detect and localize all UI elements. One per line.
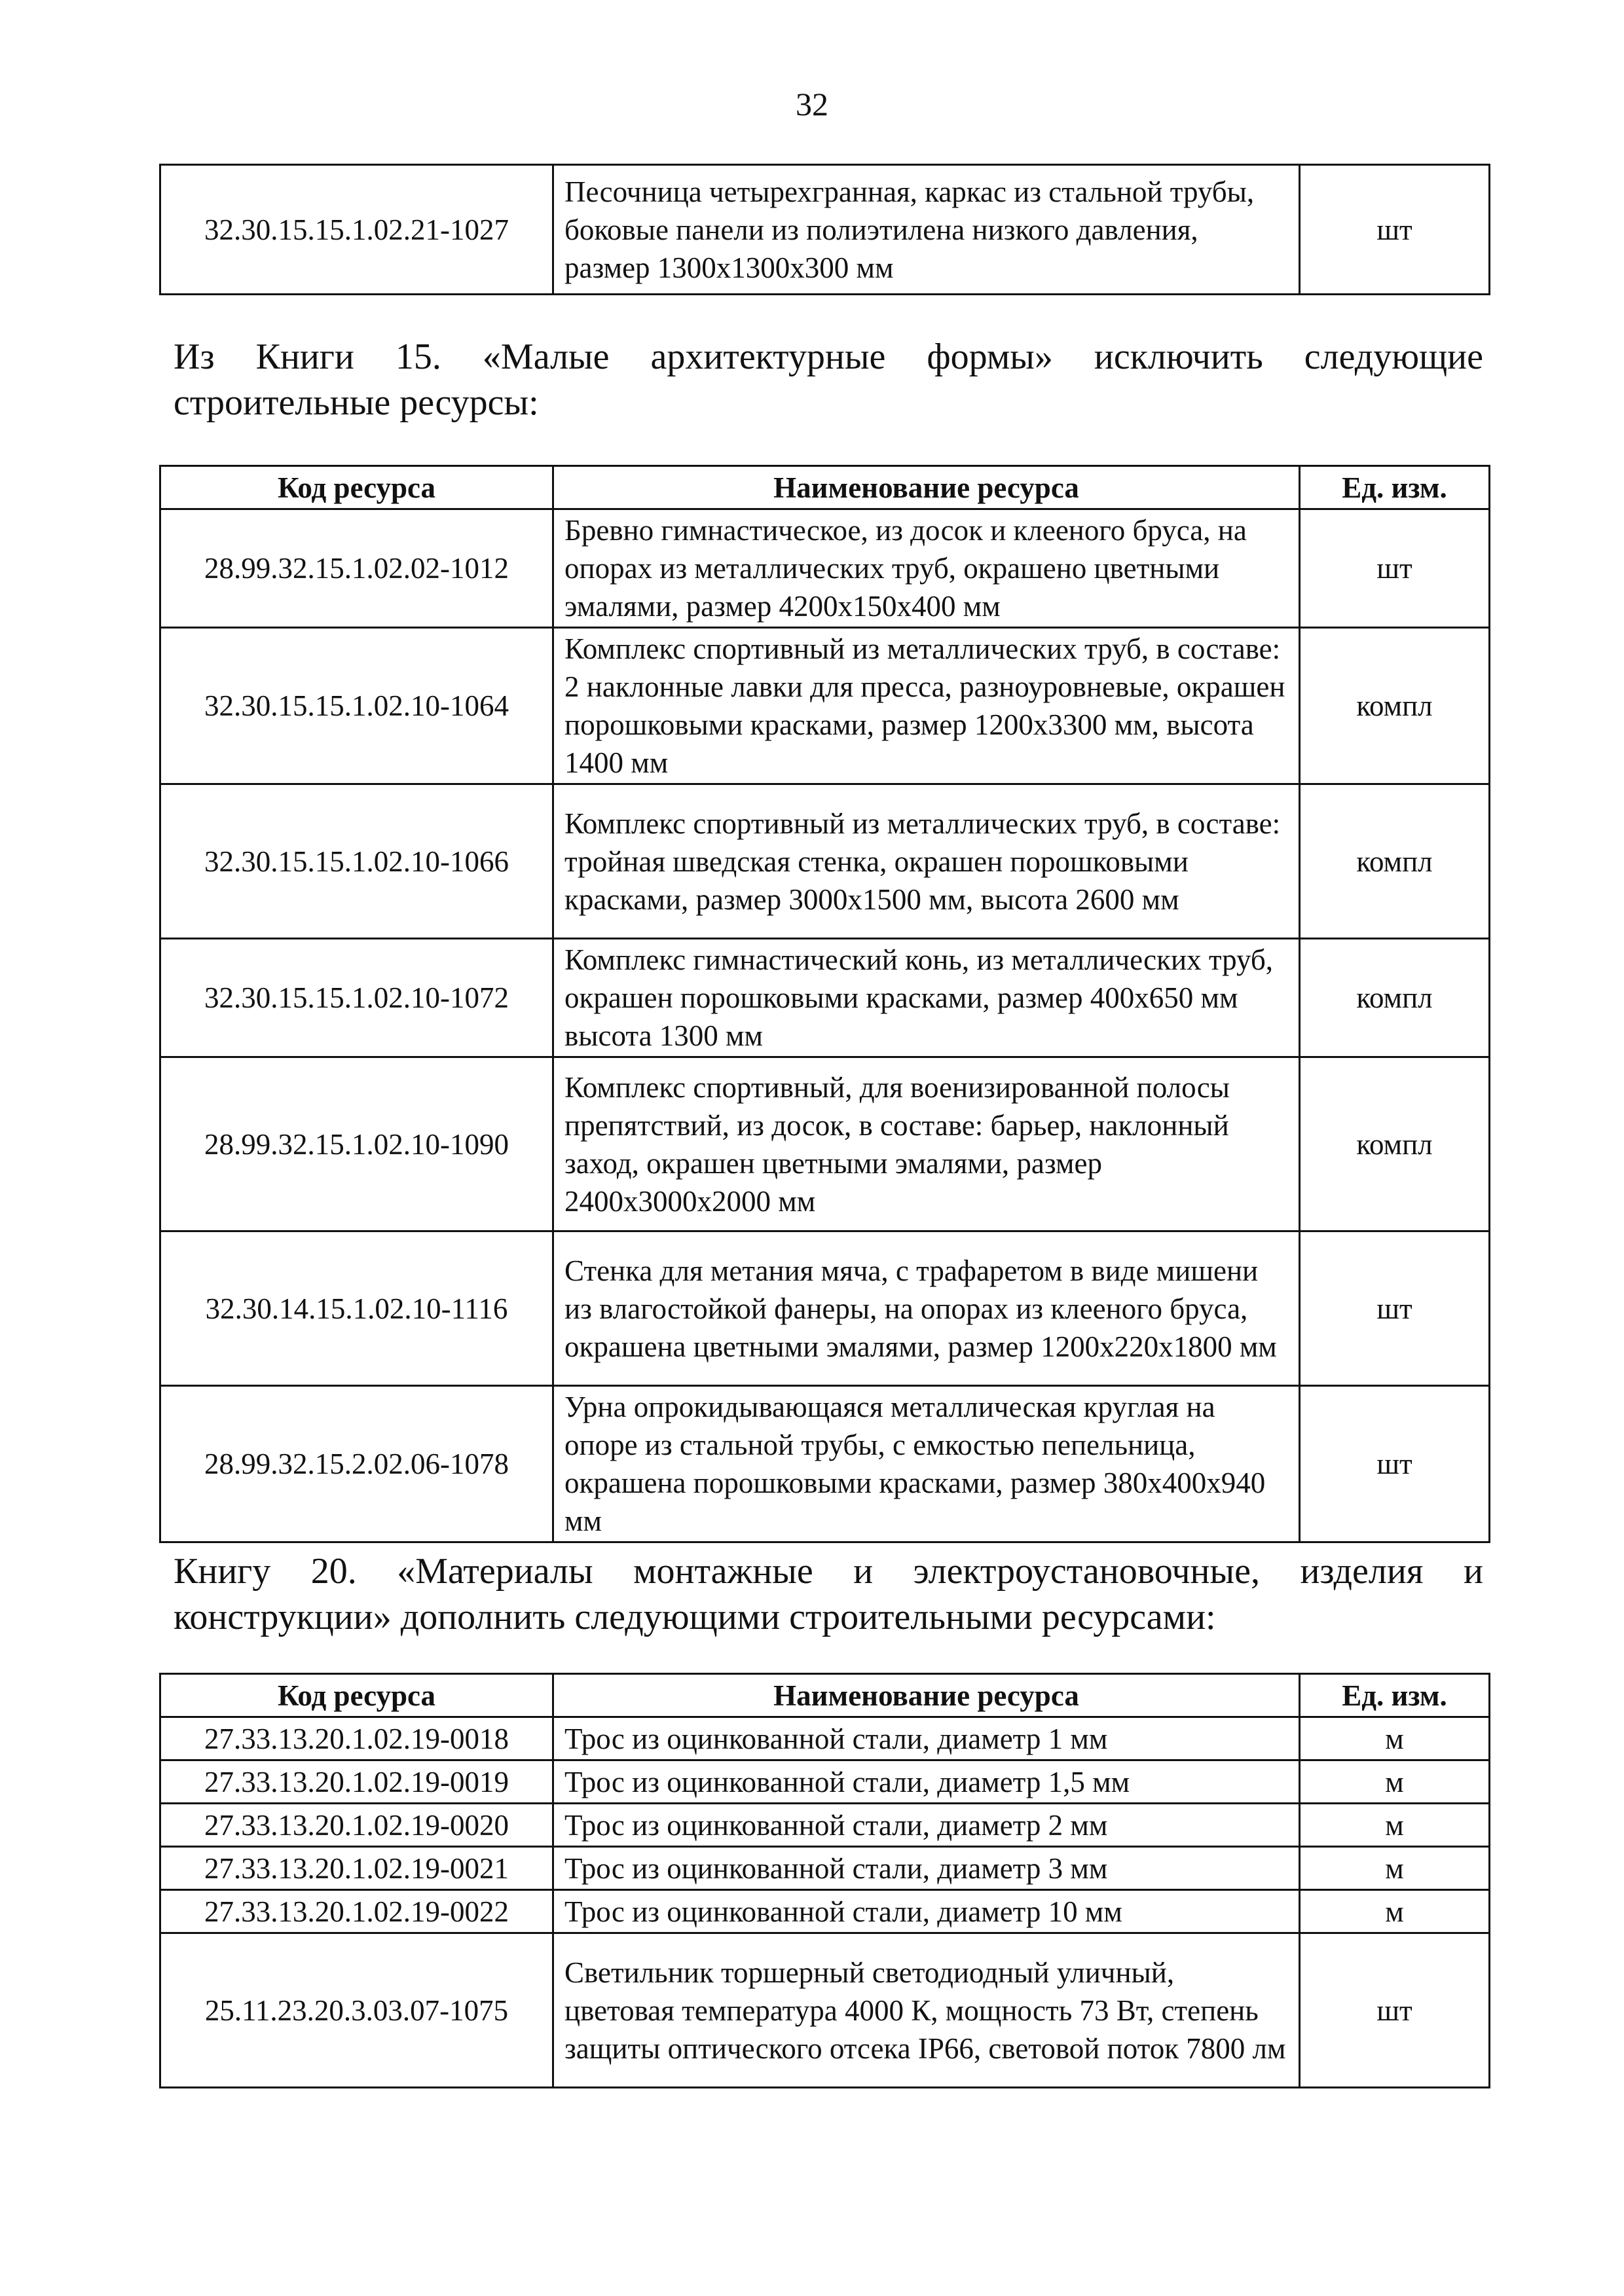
resource-code: 27.33.13.20.1.02.19-0022	[160, 1890, 553, 1933]
resource-name: Комплекс спортивный из металлических труб, в составе: 2 наклонные лавки для пресса, разноуровневые, окрашен порошковыми красками, размер 1200х3300 мм, высота 1400 мм	[553, 628, 1300, 784]
resource-unit: м	[1300, 1717, 1490, 1760]
resource-unit: м	[1300, 1890, 1490, 1933]
header-unit: Ед. изм.	[1300, 466, 1490, 509]
table-row	[160, 784, 1490, 939]
resource-unit: компл	[1300, 628, 1490, 784]
resource-code: 32.30.14.15.1.02.10-1116	[160, 1231, 553, 1386]
table-row	[160, 1057, 1490, 1231]
resource-code: 32.30.15.15.1.02.10-1072	[160, 939, 553, 1057]
resource-name: Комплекс спортивный, для военизированной полосы препятствий, из досок, в составе: барьер, наклонный заход, окрашен цветными эмалями, размер 2400х3000х2000 мм	[553, 1057, 1300, 1231]
table-row	[160, 1717, 1490, 1760]
table-row	[160, 1890, 1490, 1933]
resource-name: Бревно гимнастическое, из досок и клееного бруса, на опорах из металлических труб, окрашено цветными эмалями, размер 4200х150х400 мм	[553, 509, 1300, 628]
resource-code: 28.99.32.15.2.02.06-1078	[160, 1386, 553, 1542]
resource-name: Стенка для метания мяча, с трафаретом в виде мишени из влагостойкой фанеры, на опорах из клееного бруса, окрашена цветными эмалями, размер 1200х220х1800 мм	[553, 1231, 1300, 1386]
resource-unit: м	[1300, 1804, 1490, 1847]
resource-name: Трос из оцинкованной стали, диаметр 1 мм	[553, 1717, 1300, 1760]
table-header-row	[160, 1674, 1490, 1717]
resource-unit: шт	[1300, 1231, 1490, 1386]
resource-name: Комплекс гимнастический конь, из металлических труб, окрашен порошковыми красками, размер 400х650 мм высота 1300 мм	[553, 939, 1300, 1057]
resource-name: Трос из оцинкованной стали, диаметр 1,5 мм	[553, 1760, 1300, 1804]
resource-unit: м	[1300, 1847, 1490, 1890]
resource-name: Трос из оцинкованной стали, диаметр 2 мм	[553, 1804, 1300, 1847]
resource-table-continued	[159, 164, 1490, 295]
table-row	[160, 1386, 1490, 1542]
table-row	[160, 939, 1490, 1057]
header-code: Код ресурса	[160, 466, 553, 509]
resource-unit: шт	[1300, 509, 1490, 628]
resource-code: 27.33.13.20.1.02.19-0019	[160, 1760, 553, 1804]
resource-name: Светильник торшерный светодиодный уличный, цветовая температура 4000 К, мощность 73 Вт, степень защиты оптического отсека IP66, световой поток 7800 лм	[553, 1933, 1300, 2088]
resource-code: 28.99.32.15.1.02.10-1090	[160, 1057, 553, 1231]
resource-unit: шт	[1300, 1933, 1490, 2088]
resource-unit: компл	[1300, 784, 1490, 939]
header-name: Наименование ресурса	[553, 466, 1300, 509]
resource-code: 32.30.15.15.1.02.10-1066	[160, 784, 553, 939]
header-code: Код ресурса	[160, 1674, 553, 1717]
header-unit: Ед. изм.	[1300, 1674, 1490, 1717]
table-row	[160, 1760, 1490, 1804]
resource-unit: компл	[1300, 939, 1490, 1057]
resource-name: Комплекс спортивный из металлических труб, в составе: тройная шведская стенка, окрашен порошковыми красками, размер 3000х1500 мм, высота 2600 мм	[553, 784, 1300, 939]
resource-unit: шт	[1300, 1386, 1490, 1542]
table-row	[160, 628, 1490, 784]
table-row	[160, 1933, 1490, 2088]
resource-unit: м	[1300, 1760, 1490, 1804]
table-row	[160, 1847, 1490, 1890]
resource-name: Песочница четырехгранная, каркас из стальной трубы, боковые панели из полиэтилена низкого давления, размер 1300х1300х300 мм	[553, 165, 1300, 295]
book15-excluded-resources-table	[159, 465, 1490, 1543]
resource-code: 32.30.15.15.1.02.21-1027	[160, 165, 553, 295]
table-row	[160, 1804, 1490, 1847]
resource-code: 32.30.15.15.1.02.10-1064	[160, 628, 553, 784]
book20-instruction: Книгу 20. «Материалы монтажные и электроустановочные, изделия и конструкции» дополнить следующими строительными ресурсами:	[174, 1551, 1483, 1637]
table-row	[160, 509, 1490, 628]
book15-instruction: Из Книги 15. «Малые архитектурные формы» исключить следующие строительные ресурсы:	[174, 337, 1483, 423]
resource-code: 27.33.13.20.1.02.19-0021	[160, 1847, 553, 1890]
resource-name: Трос из оцинкованной стали, диаметр 3 мм	[553, 1847, 1300, 1890]
table-header-row	[160, 466, 1490, 509]
resource-code: 27.33.13.20.1.02.19-0018	[160, 1717, 553, 1760]
resource-code: 28.99.32.15.1.02.02-1012	[160, 509, 553, 628]
page-number: 32	[796, 86, 828, 122]
table-row	[160, 1231, 1490, 1386]
resource-unit: шт	[1300, 165, 1490, 295]
table-row	[160, 165, 1490, 295]
resource-name: Урна опрокидывающаяся металлическая круглая на опоре из стальной трубы, с емкостью пепельница, окрашена порошковыми красками, размер 380х400х940 мм	[553, 1386, 1300, 1542]
resource-code: 27.33.13.20.1.02.19-0020	[160, 1804, 553, 1847]
resource-code: 25.11.23.20.3.03.07-1075	[160, 1933, 553, 2088]
resource-name: Трос из оцинкованной стали, диаметр 10 мм	[553, 1890, 1300, 1933]
header-name: Наименование ресурса	[553, 1674, 1300, 1717]
book20-added-resources-table	[159, 1673, 1490, 2088]
resource-unit: компл	[1300, 1057, 1490, 1231]
